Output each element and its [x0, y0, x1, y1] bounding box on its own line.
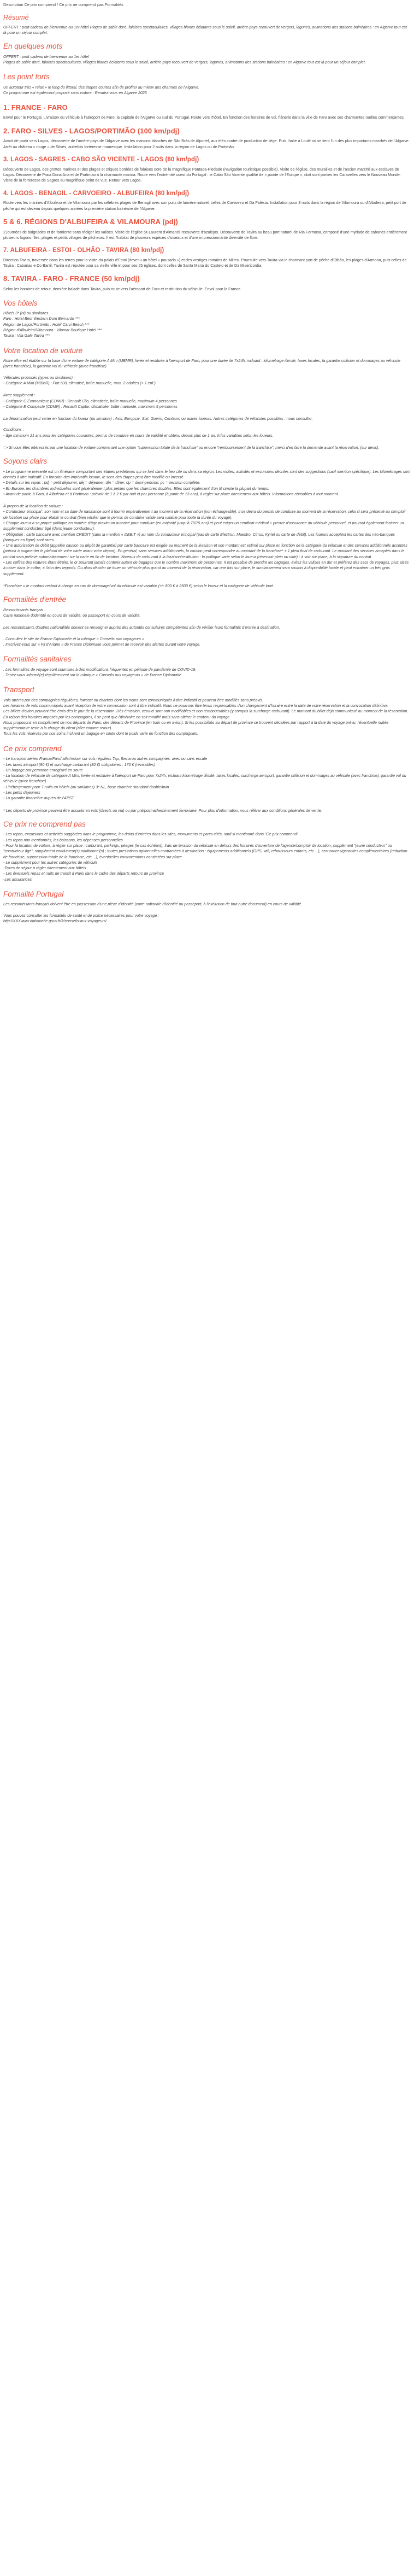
step-title-6: 7. ALBUFEIRA - ESTOI - OLHÃO - TAVIRA (80 km/pdj) [3, 247, 164, 254]
formalites-p3b: . Inscrivez-vous sur « Fil d'Ariane » de France Diplomatie vous permet de recevoir des alertes durant votre voyage. [3, 642, 200, 647]
page [0, 0, 414, 936]
hotels-line: Tavira : Vila Gale Tavira *** [3, 333, 50, 338]
hotels-line: Région d'Albufeira/Vilamoura : Vilamar Boutique Hotel *** [3, 327, 102, 332]
resume-heading: Résumé [3, 13, 29, 21]
location-p3a: - Catégorie C Économique (CDMR) : Renault Clio, climatisée, boîte manuelle, maximum 4 personnes [3, 399, 177, 403]
soyons-p5-title: À propos de la location de voiture : [3, 504, 63, 509]
step-title-1: 1. FRANCE - FARO [3, 103, 68, 112]
step-title-5: 5 & 6. RÉGIONS D'ALBUFEIRA & VILAMOURA (pdj) [3, 217, 178, 226]
passeport-link[interactable]: http://XXXwww.diplomatie.gouv.fr/fr/conseils-aux-voyageurs/ [3, 919, 107, 924]
soyons-p5c: • Obligation : carte bancaire avec mention CRÉDIT (sans la mention « DEBIT ») au nom du conducteur principal (pas de carte Electron, Maestro, Cirrus, Kyriel ou carte de débit). Les loueurs acceptent les cartes des néo-banques (banques en ligne) sont rares. [3, 532, 395, 542]
forts-p1: Un autotour très « relax » le long du littoral, des étapes courtes afin de profiter au mieux des charmes de l'Algarve. [3, 85, 199, 90]
transport-p5: Nous proposons en complément de nos départs de Paris, des départs de Province (en train ou en avion). Si les possibilités au départ de province se trouvent décalées par rapport à la date du voyage prévu, l'éventuelle nuitée supplémentaire reste à la charge du client (aller comme retour). [3, 720, 389, 731]
comprend-line: - Le transport aérien France/Faro/ aller/retour sur vols réguliers Tap, Iberia ou autres compagnies, avec ou sans escale [3, 757, 208, 762]
non-comprend-line: - Les repas, excursions et activités suggérées dans le programme, les droits d'entrées dans les sites, monuments et parcs cités, sauf si mentionné dans "Ce prix comprend" [3, 832, 298, 837]
step-text-7: Selon les horaires de retour, dernière balade dans Tavira, puis route vers l'aéroport de Faro et restitution du véhicule. Envol pour la France. [3, 287, 242, 292]
formalites-heading: Formalités d'entrée [3, 595, 67, 604]
comprend-heading: Ce prix comprend [3, 744, 62, 753]
formalites-p3a: . Consultez le site de France Diplomatie et la rubrique « Conseils aux voyageurs » [3, 636, 144, 641]
soyons-p5a: • Conducteur principal : son nom et sa date de naissance sont à fournir impérativement au moment de la réservation (non échangeable). Il se devra du permis de conduire au moment de la réservation, celui ci sera présenté au comptoir de location sur place pour établir le contrat (bien vérifier que le permis de conduire valide sera valable pour toute la durée du voyage). [3, 510, 406, 520]
non-comprend-line: - Les repas non mentionnés, les boissons, les dépenses personnelles [3, 838, 123, 842]
location-p2-title: Véhicules proposés (types ou similaires) : [3, 375, 75, 380]
passeport-heading: Formalité Portugal [3, 889, 64, 898]
forts-heading: Les point forts [3, 73, 50, 81]
soyons-p5e: • Les coffres des voitures étant étroits, le or pourront jamais contenir autant de bagages que le nombre maximum de personnes. Il est possible de prendre les bagages. évitez les valises en dur et préférez des sacs de voyages, plus aisés à caser dans le coffre, à l'abri des regards. Ou alors décider de louer un véhicule plus grand au moment de la réservation, car une fois sur place, le surclassement sera soumis à disponibilité locale et peut entraîner un très gros supplément. [3, 560, 409, 576]
transport-heading: Transport [3, 686, 34, 694]
step-text-6: Direction Tavira, traversée dans les terres pour la visite du palais d'Estoi (devenu un hôtel « pousada ») et des vestiges romains de Milreu. Poursuite vers Tavira via le charmant port de pêche d'Olhão, les plages d'Armona, puis celles de Tavira : Cabanas e Do Barril. Tavira est réputée pour sa vieille ville et pour ses 25 églises, dont celles de Santa Maria do Castelo et de Da Misericordia. [3, 257, 407, 268]
formalites-p2: Les ressortissants d'autres nationalités doivent se renseigner auprès des autorités consulaires compétentes afin de vérifier leurs formalités d'entrée à destination. [3, 625, 280, 630]
resume-text: OFFERT : petit cadeau de bienvenue au 1er hôtel Plages de sable doré, falaises spectaculaires, villages blancs éclatants sous le soleil, arrière-pays recouvert de vergers, lagunes, animations des stations balnéaires : en Algarve tout est là pour un séjour complet. [3, 25, 407, 35]
soyons-p3: • En Europe, les chambres individuelles sont généralement plus petites que les chambres doubles. Elles sont également d'un lit simple la plupart du temps. [3, 486, 269, 491]
soyons-heading: Soyons clairs [3, 457, 48, 466]
non-comprend-line: - Le supplément pour les autres catégories de véhicule [3, 860, 98, 865]
quelques-heading: En quelques mots [3, 42, 63, 51]
comprend-line: - Un bagage par personne enregistré en soute [3, 768, 83, 772]
quelques-p2: Plages de sable doré, falaises spectaculaires, villages blancs éclatants sous le soleil, arrière-pays recouvert de vergers, lagunes, animations des stations balnéaires : en Algarve tout est là pour un séjour complet. [3, 60, 366, 65]
step-text-5: 2 journées de baignades et de farniente sans rédiger les valises. Visite de l'église St-Laurent d'Almancil recouverte d'azulejos. Découverte de Tavira au beau port naturel de Ria Formosa, composé d'une myriade de cabanes entièrement plusieurs lagons, îles, plages et petits villages de pêcheurs. Il est l'habitat de plusieurs espèces d'oiseaux et d'une impressionnante diversité de flore. [3, 230, 407, 240]
step-text-3: Découverte de Lagos, des grottes marines et des plages et criques bordées de falaises ocre de la magnifique Pontada-Piedade (navigation touristique possible). Visite de l'église, des murailles et de l'ancien marché aux esclaves de Lagos. Découverte de Praia Dona Ana et de Portimao à la charmante marina. Route vers l'extrémité ouest du Portugal : le Cabo São Vicente qualifié de « pointe de l'Europe », dixit sont parties les Caravelles vers le Nouveau Monde. Visite de la forteresse de Sagres au magnifique point de vue. Retour vers Lagos. [3, 167, 401, 183]
non-comprend-line: -Taxes de séjour à régler directement aux hôtels [3, 866, 86, 871]
sanitaires-p2: . Tenez-vous informé(e) régulièrement sur la rubrique « Conseils aux voyageurs » de France Diplomatie [3, 672, 181, 677]
location-p5-title: Conditions : [3, 428, 24, 432]
soyons-p6: *Franchise = le montant restant à charge en cas de dommage/vol du véhicule est variable (+/- 800 € à 2500 €) selon le loueur et la catégorie de véhicule loué. [3, 583, 275, 588]
step-title-4: 4. LAGOS - BENAGIL - CARVOEIRO - ALBUFEIRA (80 km/pdj) [3, 190, 190, 197]
sanitaires-heading: Formalités sanitaires [3, 655, 72, 664]
formalites-p1: Carte nationale d'identité en cours de validité, ou passeport en cours de validité. [3, 613, 141, 618]
transport-p1: Vols opérés par des compagnies régulières, lowcost ou charters dont les noms sont communiqués à titre indicatif et peuvent être modifiés sans préavis. [3, 698, 264, 702]
soyons-p4: • Avant de partir, à Faro, à Albufeira et à Portimao : prévoir de 1 à 2 € par nuit et par personne (à partir de 13 ans), à régler sur place directement aux hôtels. Informations révisables à tout moment. [3, 491, 339, 496]
location-p3b: - Catégorie E Compacte (CDMR) : Renault Captur, climatisée, boîte manuelle, maximum 5 personnes [3, 404, 178, 409]
location-p5: - âge minimum 21 ans pour les catégories courantes, permis de conduire en cours de validité et obtenu depuis plus de 1 an. Infos variables selon les loueurs. [3, 433, 274, 438]
transport-p2: Les horaires de vols communiqués avant réception de votre convocation sont à titre indicatif. Nous ne pourrons être tenus responsables d'un changement d'horaire entre la date de votre réservation et la convocation définitive. [3, 704, 389, 709]
location-p6: => Si vous êtes intéressés par une location de voiture comprenant une option "suppression totale de la franchise" ou encore "remboursement de la franchise", merci d'en faire la demande avant la réservation, (sur devis). [3, 445, 380, 450]
soyons-p5d: • Une autorisation de débit (appelée caution ou dépôt de garantie) par carte bancaire est exigée au moment de la livraison et son montant est estimé sur place en fonction de la catégorie du véhicule et des services additionnels acceptés (prévoir à augmenter le plafond de votre carte avant votre départ). En général, sans services additionnels, la caution peut correspondre au montant de la franchise* + 1 plein final de carburant. Le montant des services acceptés dans le contrat sera prélevé automatiquement sur la carte en fin de location. Niveaux de carburant à la livraison/restitution : la politique varie selon le loueur (réservoir plein ou vide) - à voir sur place, à la signature du contrat. [3, 543, 407, 559]
location-heading: Votre location de voiture [3, 346, 83, 355]
passeport-p2: Vous pouvez consulter les formalités de santé et de police nécessaires pour votre voyage : [3, 913, 159, 918]
step-title-2: 2. FARO - SILVES - LAGOS/PORTIMÃO (100 km/pdj) [3, 126, 180, 135]
transport-p3: Les billets d'avion peuvent être émis dès le jour de la réservation. Dès émission, ceux-ci sont non modifiables et non remboursables (y compris la surcharge carburant). Le montant du billet déjà communiqué au moment de la réservation. [3, 709, 409, 714]
location-p3-title: Avec supplément : [3, 393, 36, 398]
soyons-p2: • Détails sur les repas : pdj = petit déjeuner, déj = déjeuner, dîn = dîner, dp = demi-pension, pc = pension complète. [3, 481, 200, 485]
quelques-p1: OFFERT : petit cadeau de bienvenue au 1er hôtel [3, 54, 89, 59]
non-comprend-line: -Les assurances [3, 877, 32, 882]
comprend-line: - Les petits déjeuners [3, 790, 40, 795]
hotels-line: Hôtels 3* (ni) ou similaires [3, 311, 49, 316]
sanitaires-p1: . Les formalités de voyage sont soumises à des modifications fréquentes en période de pandémie de COVID-19. [3, 667, 197, 672]
non-comprend-heading: Ce prix ne comprend pas [3, 819, 86, 828]
location-p4: La dénomination peut varier en fonction du loueur (ou similaire) : Avis, Europcar, Sixt, Guerin, Centauro ou autres loueurs. Autres catégories de véhicules possibles : nous consulter. [3, 417, 313, 421]
transport-p6: Tous les vols réservés par nos soins incluent un bagage en soute dont le poids varie en fonction des compagnies. [3, 731, 199, 736]
step-title-3: 3. LAGOS - SAGRES - CABO SÃO VICENTE - LAGOS (80 km/pdj) [3, 156, 199, 163]
non-comprend-line: - Les éventuels repas et nuits de transit à Paris dans le cadre des départs retours de province [3, 871, 164, 876]
location-p1: Notre offre est établie sur la base d'une voiture de catégorie A Mini (MBMR), livrée et restituée à l'aéroport de Faro, pour une durée de 7x24h, incluant : kilométrage illimité, taxes locales, la garantie collision et dommages au véhicule (avec franchise), la garantie vol du véhicule (avec franchise) [3, 359, 400, 369]
comprend-line: - La garantie financière auprès de l'APST [3, 796, 74, 801]
soyons-p5b: • Chaque loueur a sa propre politique en matière d'âge maximum autorisé pour conduire (en majorité jusqu'à 70/75 ans) et peut exiger un certificat médical + preuve d'assurance du véhicule personnel, et pourrait également facturer un supplément conducteur âgé (dans jeune conducteur). [3, 521, 404, 531]
soyons-p1: • Le programme présenté est un itinéraire comportant des étapes prédéfinies qui se font dans le lieu cité ou dans sa région. Les visites, activités et excursions décrites sont des suggestions (sauf mention spécifique). Les kilométrages sont donnés à titre indicatif. En fonction des impératifs locaux, le sens des étapes peut être modifié ou inversé. [3, 469, 411, 480]
location-p2: - Catégorie A Mini (MBMR) : Fiat 500, climatisé, boîte manuelle, max. 2 adultes (+ 1 enf.) [3, 380, 156, 385]
formalites-p1-title: Ressortissants français : [3, 607, 46, 612]
passeport-p1: Les ressortissants français doivent être en possession d'une pièce d'identité (carte nationale d'identité ou passeport, à l'exclusion de tout autre document) en cours de validité. [3, 902, 303, 907]
comprend-note: * Les départs de province peuvent être assurés en vols (directs ou via) ou par pré/post-acheminement ferroviaire. Pour plus d'information, vous référer aux conditions générales de vente. [3, 808, 322, 813]
forts-p2: Ce programme est également proposé sans voiture : Rendez-vous en Algarve 2025 [3, 91, 147, 96]
comprend-line: - La location de véhicule de catégorie A Mini, livrée et restituée à l'aéroport de Faro pour 7x24h, incluant kilométrage illimité, taxes locales, surcharge aéroport, garantie collision et dommages au véhicule (avec franchise), garantie vol du véhicule (avec franchise) [3, 774, 406, 784]
hotels-heading: Vos hôtels [3, 298, 38, 307]
step-text-1: Envol pour le Portugal. Livraison du véhicule à l'aéroport de Faro, la capitale de l'Algarve ou sud du Portugal. Route vers l'hôtel. En fonction des horaires de vol, flânerie dans la ville de Faro avec ses charmantes ruelles commerçantes. [3, 115, 405, 120]
step-text-4: Route vers les marines d'Albufeira et de Vilamoura par les célèbres plages de Benagil avec son puits de lumière naturel, celles de Carvoeiro et Da Falésia. Installation pour 3 nuits dans la région de Vilamoura ou d'Albufeira, petit port de pêche qui est devenu depuis quelques années la première station balnéaire de l'Algarve. [3, 201, 406, 211]
transport-p4: En raison des horaires imposés par les compagnies, il se peut que l'itinéraire en soit modifié mais sans altérer le contenu du voyage. [3, 715, 231, 719]
step-title-7: 8. TAVIRA - FARO - FRANCE (50 km/pdj) [3, 274, 140, 283]
step-text-2: Avant de partir vers Lagos, découverte de l'arrière-pays de l'Algarve avec les maisons blanches de São Brás de Alportel, aux étés contre de production de liège. Puis, halte à Loulé où se tient l'un des plus importants marchés de l'Algarve. Arrêt au château « rouge » de Silves, autrefois forteresse mauresque. Installation pour 2 nuits dans la région de Lagos ou de Portimão. [3, 139, 410, 149]
top-nav-line: Description Ce prix comprend / Ce prix ne comprend pas Formalités [3, 2, 123, 7]
comprend-line: - L'hébergement pour 7 nuits en hôtels (ou similaires) 3* NL, base chambre standard double/twin [3, 784, 169, 789]
hotels-line: Faro : Hotel Best Western Dom Bernardo *** [3, 317, 80, 321]
non-comprend-line: - Pour la location de voiture, à régler sur place : carburant, parkings, péages (le cas échéant), frais de livraison du véhicule en dehors des horaires d'ouverture de l'agence/comptoir de location, supplément "jeune conducteur" ou "conducteur âgé", supplément conducteur(s) additionnel(s) ; toutes prestations optionnelles contractées à destination : équipements additionnels (GPS, wifi, rehausseurs enfants, etc....), assurances/garanties complémentaires (réduction de franchise, suppression totale de la franchise, etc....), éventuelles contraventions constatées sur place [3, 843, 407, 859]
hotels-line: Région de Lagos/Portimão : Hotel Carvi Beach *** [3, 322, 90, 327]
comprend-line: - Les taxes aéroport (90 €) et surcharge carburant (80 €) obligatoires : 170 € (révisables) [3, 762, 155, 767]
